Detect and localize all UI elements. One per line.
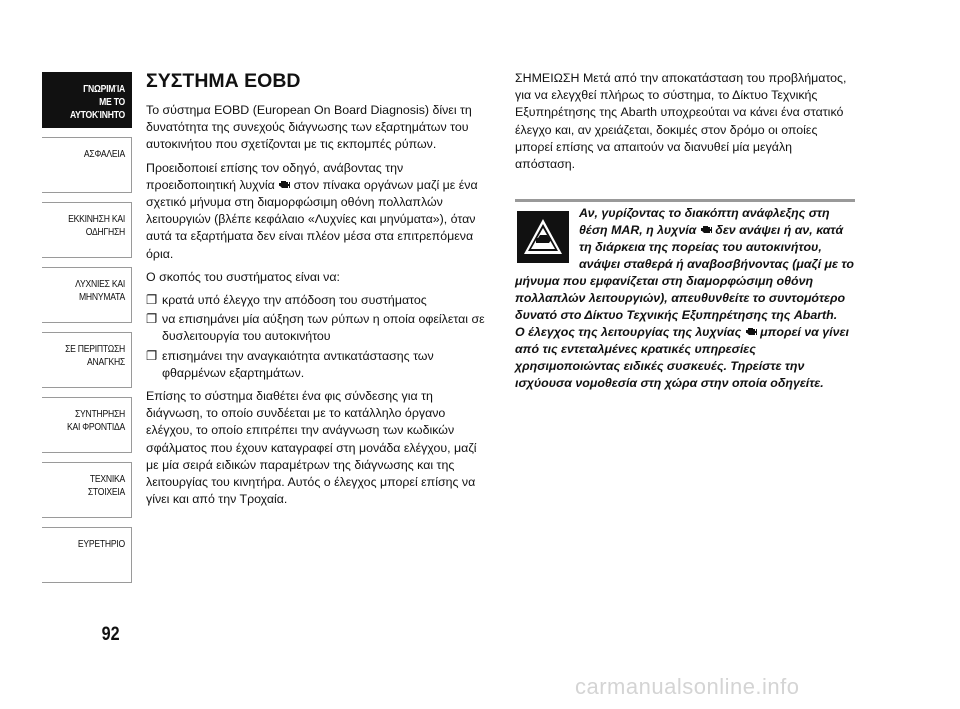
list-item [146, 311, 491, 345]
bullet-marker: ❐ [146, 312, 158, 327]
diagnosis-paragraph: Επίσης το σύστημα διαθέτει ένα φις σύνδεσης για τη διάγνωση, το οποίο συνδέεται με το κατάλληλο όργανο ελέγχου, το οποίο επιτρέπει την ανάγνωση των κωδικών σφάλματος που έχουν καταγραφεί στη μονάδα ελέγχου, μαζί με μία σειρά ειδικών παραμέτρων της διάγνωσης και της λειτουργίας του κινητήρα. Αυτός ο έλεγχος μπορεί επίσης να γίνει και από την Τροχαία. [146, 389, 477, 507]
warning-text-c: Ο έλεγχος της λειτουργίας της λυχνίας [515, 325, 742, 339]
list-item [146, 348, 491, 382]
tab-emergency[interactable] [42, 332, 132, 388]
tab-safety[interactable] [42, 137, 132, 193]
bullet-text: κρατά υπό έλεγχο την απόδοση του συστήματος [162, 293, 427, 308]
bullet-marker: ❐ [146, 293, 158, 308]
tab-label: ΣΕ ΠΕΡΙΠΤΩΣΗ ΑΝΑΓΚΗΣ [65, 343, 125, 368]
side-column [515, 70, 855, 173]
note-paragraph: ΣΗΜΕΙΩΣΗ Μετά από την αποκατάσταση του προβλήματος, για να ελεγχθεί πλήρως το σύστημα, το Δίκτυο Τεχνικής Εξυπηρέτησης της Abarth υποχρεούται να κάνει ένα στατικό έλεγχο και, αν χρειάζεται, δοκιμές στον δρόμο οι οποίες μπορεί επίσης να απαιτούν να διανυθεί μία μεγάλη απόσταση. [515, 71, 847, 172]
tab-label: ΓΝΩΡΙΜΊΑ ΜΕ ΤΟ ΑΥΤΟΚΊΝΗΤΟ [69, 83, 125, 121]
tab-warning-lights[interactable] [42, 267, 132, 323]
intro-paragraph: Το σύστημα EOBD (European On Board Diagnosis) δίνει τη δυνατότητα της συνεχούς διάγνωσης των εξαρτημάτων του αυτοκινήτου που σχετίζονται με τις εκπομπές ρύπων. [146, 103, 472, 152]
list-item [146, 292, 491, 309]
bullet-text: να επισημάνει μία αύξηση των ρύπων η οποία οφείλεται σε δυσλειτουργία του αυτοκινήτου [162, 312, 485, 344]
warning-text-b: δεν ανάψει ή αν, κατά τη διάρκεια της πορείας του αυτοκινήτου, ανάψει σταθερά ή αναβοσβήνοντας (μαζί με το μήνυμα που εμφανίζεται στη διαμορφώσιμη οθόνη πολλαπλών λειτουργιών), απευθυνθείτε το συντομότερο δυνατό στο Δίκτυο Τεχνικής Εξυπηρέτησης της Abarth. [515, 223, 854, 322]
warning-text-d: μπορεί να γίνει από τις εντεταλμένες κρατικές υπηρεσίες χρησιμοποιώντας ειδικές συσκευές. Τηρείστε την ισχύουσα νομοθεσία στη χώρα στην οποία οδηγείτε. [515, 325, 849, 390]
tab-label: ΕΚΚΙΝΗΣΗ ΚΑΙ ΟΔΗΓΗΣΗ [68, 213, 125, 238]
tab-starting-driving[interactable] [42, 202, 132, 258]
tab-intro[interactable] [42, 72, 132, 128]
tab-maintenance[interactable] [42, 397, 132, 453]
tab-label: ΣΥΝΤΗΡΗΣΗ ΚΑΙ ΦΡΟΝΤΙΔΑ [66, 408, 125, 433]
paragraph-text-b: στον πίνακα οργάνων μαζί με ένα σχετικό μήνυμα στη διαμορφώσιμη οθόνη πολλαπλών λειτουργιών (βλέπε κεφάλαιο «Λυχνίες και μηνύματα»), όταν αυτά τα εξαρτήματα δεν είναι πλέον μέσα στα επιτρεπόμενα όρια. [146, 177, 478, 261]
warning-box [515, 205, 855, 392]
main-column [146, 70, 491, 514]
warning-triangle-icon [517, 211, 569, 263]
warning-text-a: Αν, γυρίζοντας το διακόπτη ανάφλεξης στη θέση MAR, η λυχνία [579, 206, 830, 237]
page-title: ΣΥΣΤΗΜΑ EOBD [146, 70, 301, 92]
bullet-marker: ❐ [146, 348, 158, 363]
paragraph-text-a: Προειδοποιεί επίσης τον οδηγό, ανάβοντας την προειδοποιητική λυχνία [146, 160, 404, 192]
tab-technical-data[interactable] [42, 462, 132, 518]
divider [515, 199, 855, 202]
engine-warning-icon [700, 224, 712, 235]
page-number: 92 [101, 624, 120, 645]
tab-label: ΛΥΧΝΙΕΣ ΚΑΙ ΜΗΝΥΜΑΤΑ [75, 278, 125, 303]
purpose-paragraph: Ο σκοπός του συστήματος είναι να: [146, 269, 340, 284]
engine-warning-icon [745, 326, 757, 337]
bullet-text: επισημάνει την αναγκαιότητα αντικατάστασης των φθαρμένων εξαρτημάτων. [162, 348, 434, 380]
warning-light-paragraph [146, 160, 491, 263]
watermark: carmanualsonline.info [575, 674, 800, 699]
tab-label: ΑΣΦΑΛΕΙΑ [83, 148, 125, 160]
engine-warning-icon [278, 179, 290, 190]
tab-label: ΤΕΧΝΙΚΑ ΣΤΟΙΧΕΙΑ [87, 473, 125, 498]
tab-index[interactable] [42, 527, 132, 583]
chapter-sidebar [42, 72, 132, 592]
tab-label: ΕΥΡΕΤΗΡΙΟ [77, 538, 125, 550]
